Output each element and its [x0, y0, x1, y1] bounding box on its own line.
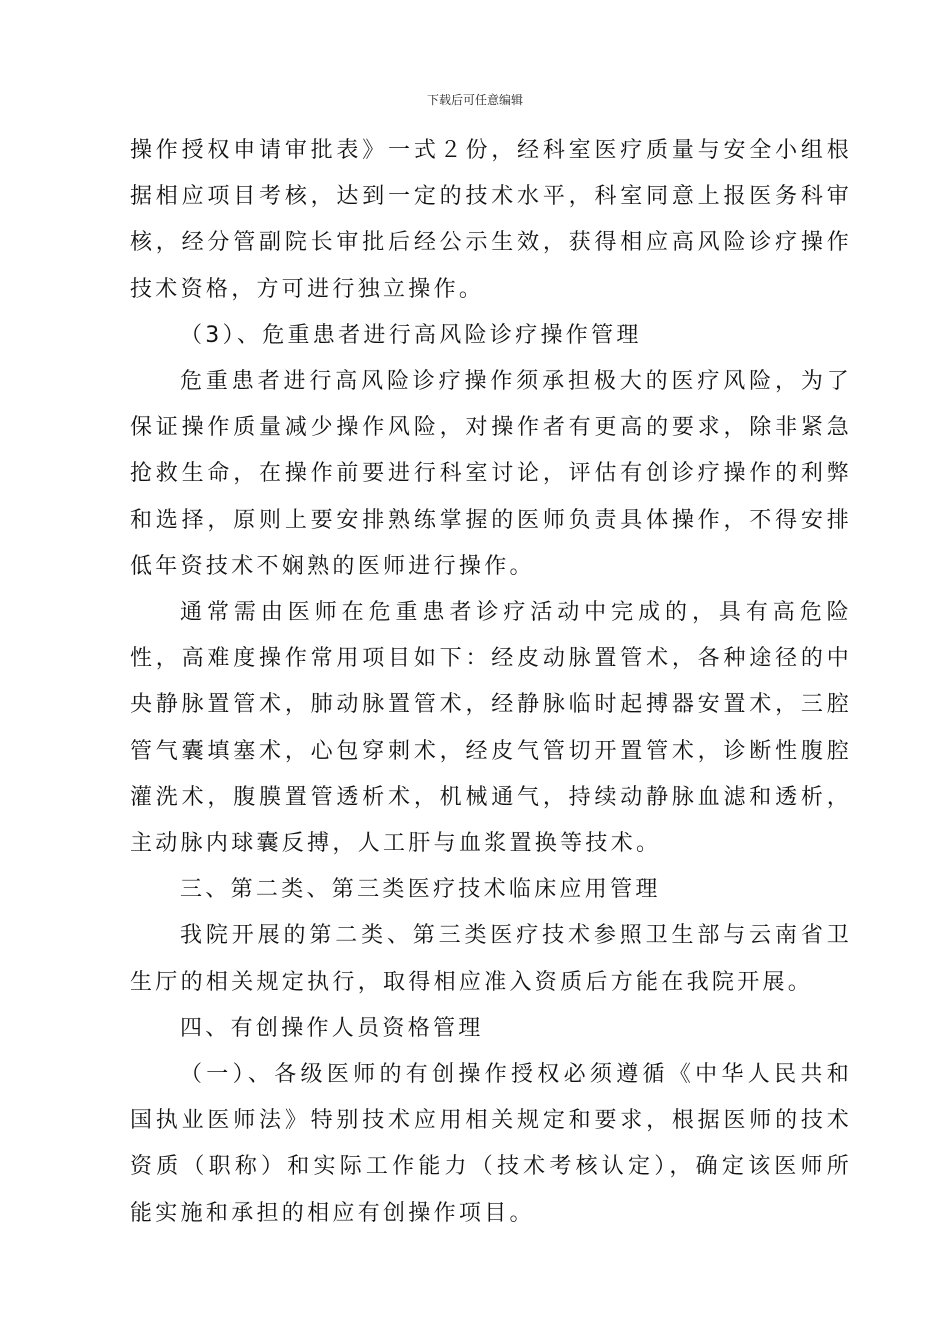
subheading-critical-patient-procedures: （3）、危重患者进行高风险诊疗操作管理 [180, 322, 642, 348]
section-heading-four: 四、有创操作人员资格管理 [180, 1015, 484, 1041]
paragraph-high-risk-procedure-list: 通常需由医师在危重患者诊疗活动中完成的，具有高危险性，高难度操作常用项目如下：经皮动脉置管术，各种途径的中央静脉置管术，肺动脉置管术，经静脉临时起搏器安置术，三腔管气囊填塞术，心包穿刺术，经皮气管切开置管术，诊断性腹腔灌洗术，腹膜置管透析术，机械通气，持续动静脉血滤和透析，主动脉内球囊反搏，人工肝与血浆置换等技术。 [130, 600, 852, 857]
document-body [130, 128, 852, 1237]
paragraph-invasive-procedure-authorization: （一）、各级医师的有创操作授权必须遵循《中华人民共和国执业医师法》特别技术应用相关规定和要求，根据医师的技术资质（职称）和实际工作能力（技术考核认定），确定该医师所能实施和承担的相应有创操作项目。 [130, 1062, 852, 1226]
paragraph-continuation: 操作授权申请审批表》一式２份，经科室医疗质量与安全小组根据相应项目考核，达到一定的技术水平，科室同意上报医务科审核，经分管副院长审批后经公示生效，获得相应高风险诊疗操作技术资格，方可进行独立操作。 [130, 138, 852, 302]
paragraph-critical-patient-risk: 危重患者进行高风险诊疗操作须承担极大的医疗风险，为了保证操作质量减少操作风险，对操作者有更高的要求，除非紧急抢救生命，在操作前要进行科室讨论，评估有创诊疗操作的利弊和选择，原则上要安排熟练掌握的医师负责具体操作，不得安排低年资技术不娴熟的医师进行操作。 [130, 369, 852, 579]
paragraph-class-two-three-technology: 我院开展的第二类、第三类医疗技术参照卫生部与云南省卫生厅的相关规定执行，取得相应准入资质后方能在我院开展。 [130, 923, 852, 995]
section-heading-three: 三、第二类、第三类医疗技术临床应用管理 [180, 877, 661, 903]
page-header: 下载后可任意编辑 [426, 93, 523, 107]
